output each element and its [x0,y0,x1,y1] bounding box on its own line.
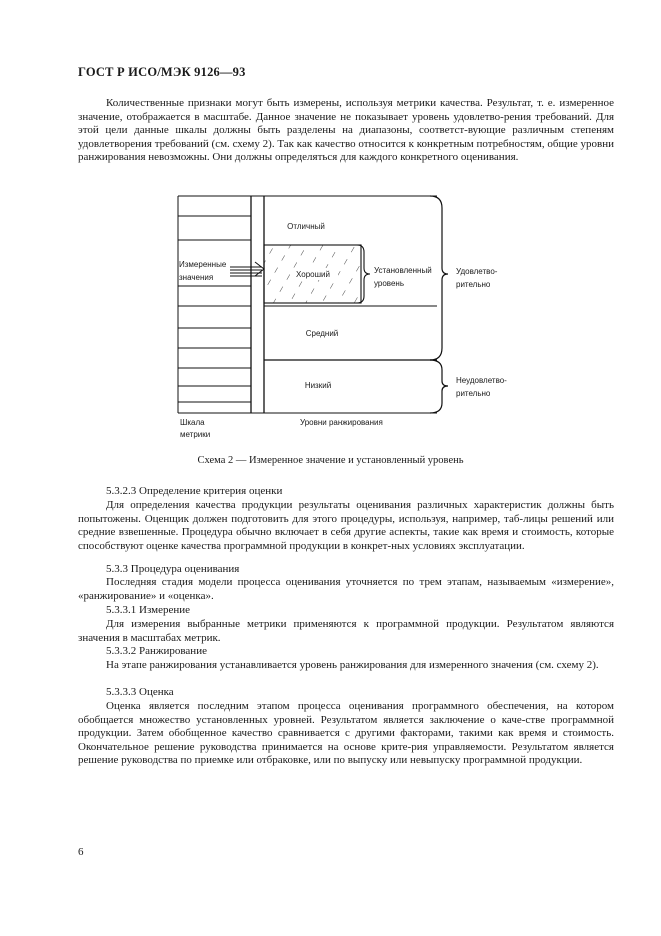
level-low-label: Низкий [304,381,332,390]
level-average-label: Средний [305,329,339,338]
section-text-5-3-3-1: Для измерения выбранные метрики применяются к программной продукции. Результатом являются значения в масштабах метрик. [78,618,614,644]
scale-label-line1: Шкала [180,418,205,427]
section-heading-5-3-3-1: 5.3.3.1 Измерение [106,604,191,616]
satisfactory-label-line2: рительно [456,280,491,289]
ranking-label: Уровни ранжирования [300,418,383,427]
level-good-label: Хороший [296,270,330,279]
figure-scheme-2 [0,188,661,448]
section-heading-5-3-3-2: 5.3.3.2 Ранжирование [106,645,207,657]
figure-caption: Схема 2 — Измеренное значение и установленный уровень [197,455,464,466]
set-level-label-line1: Установленный [374,266,432,275]
unsatisfactory-brace [430,360,448,413]
intro-paragraph: Количественные признаки могут быть измерены, используя метрики качества. Результат, т. е. измеренное значение, отображается в масштабе. Данное значение не показывает уровень удовлетво-рения требований. Для этой цели данные шкалы должны быть разделены на диапазоны, соответст-вующие различным степеням удовлетворения требований (см. схему 2). Так как качество относится к конкретным потребностям, общие уровни ранжирования невозможны. Они должны определяться для каждого конкретного оценивания. [78,97,614,164]
measured-value-label-line2: значения [179,273,214,282]
section-heading-5-3-3: 5.3.3 Процедура оценивания [106,563,240,575]
document-header: ГОСТ Р ИСО/МЭК 9126—93 [78,65,246,79]
satisfactory-label-line1: Удовлетво- [456,267,498,276]
section-text-5-3-3: Последняя стадия модели процесса оценивания уточняется по трем этапам, называемым «измерение», «ранжирование» и «оценка». [78,576,614,602]
unsatisfactory-label-line1: Неудовлетво- [456,376,507,385]
section-heading-5-3-2-3: 5.3.2.3 Определение критерия оценки [106,485,283,497]
measured-value-arrow [230,262,264,276]
satisfactory-brace [430,196,448,360]
section-text-5-3-2-3: Для определения качества продукции результаты оценивания различных характеристик должны быть попытожены. Оценщик должен подготовить для этого процедуры, используя, например, таб-лицы решений или средние взвешенные. Процедура обычно включает в себя другие аспекты, такие как время и стоимость, которые способствуют оценке качества программной продукции в конкрет-ных условиях эксплуатации. [78,499,614,552]
scale-label-line2: метрики [180,430,211,439]
unsatisfactory-label-line2: рительно [456,389,491,398]
measured-value-label-line1: Измеренные [179,260,227,269]
level-excellent-label: Отличный [287,222,325,231]
scale-ticks [178,216,251,402]
section-text-5-3-3-3: Оценка является последним этапом процесса оценивания программного обеспечения, на котором обобщается множество установленных уровней. Результатом является заключение о каче-стве программной продукции. Затем обобщенное качество сравнивается с другими факторами, такими как время и стоимость. Окончательное решение руководства принимается на основе крите-рия управляемости. Результатом является решение руководства по приемке или отбраковке, или по выпуску или невыпуску программной продукции. [78,700,614,767]
section-text-5-3-3-2: На этапе ранжирования устанавливается уровень ранжирования для измеренного значения (см. схему 2). [106,659,599,671]
page-number: 6 [78,846,84,858]
set-level-label-line2: уровень [374,279,405,288]
section-heading-5-3-3-3: 5.3.3.3 Оценка [106,686,174,698]
